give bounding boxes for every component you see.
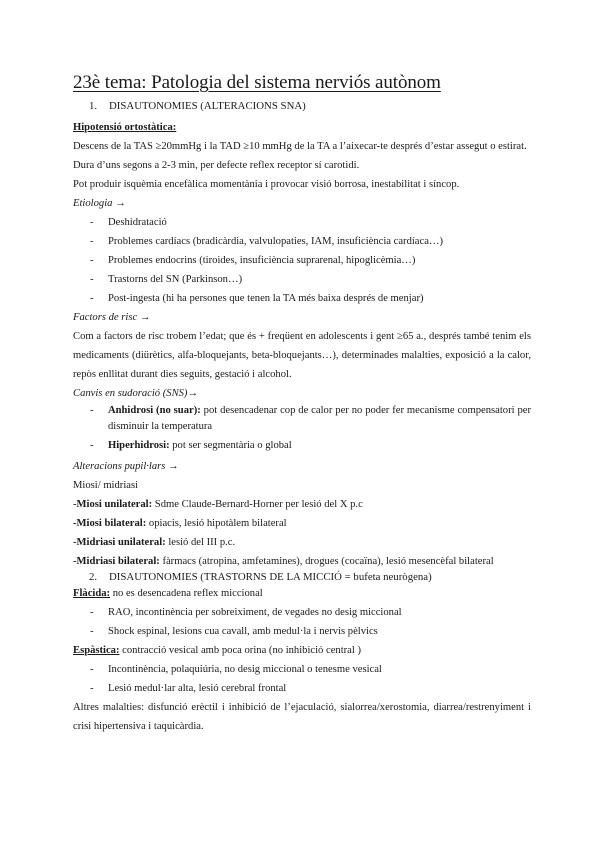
- pupil-row: -Miosi bilateral: opiacis, lesió hipotàlem bilateral: [73, 518, 287, 529]
- sudoracio-list: [73, 403, 531, 454]
- section-2-number: 2.: [89, 571, 98, 583]
- flacida-line: [73, 584, 531, 603]
- list-item: - Problemes cardíacs (bradicàrdia, valvulopaties, IAM, insuficiència cardíaca…): [73, 232, 531, 251]
- section-2-heading: [89, 571, 531, 583]
- page-title: 23è tema: Patologia del sistema nerviós autònom: [73, 72, 441, 93]
- section-1-title: DISAUTONOMIES (ALTERACIONS SNA): [109, 100, 306, 112]
- document-page: [73, 72, 531, 736]
- espastica-text: contracció vesical amb poca orina (no inhibició central ): [119, 645, 361, 656]
- hipotensio-definition: Descens de la TAS ≥20mmHg i la TAD ≥10 mmHg de la TA a l’aixecar-te després d’estar assegut o estirat. Dura d’uns segons a 2-3 min, per defecte reflex receptor sí carotidi.: [73, 141, 527, 171]
- list-item: [73, 438, 531, 454]
- factors-label: Factors de risc →: [73, 312, 151, 323]
- pupil-intro: Miosi/ midriasi: [73, 480, 139, 491]
- section-1-number: 1.: [89, 100, 98, 112]
- list-item: - Deshidratació: [73, 213, 531, 232]
- anhidrosi-text: pot desencadenar cop de calor per no poder fer mecanisme compensatori per disminuir la temperatura: [108, 405, 531, 432]
- section-2-title: DISAUTONOMIES (TRASTORNS DE LA MICCIÓ = bufeta neurògena): [109, 571, 432, 583]
- hipotensio-effects: Pot produir isquèmia encefàlica momentània i provocar visió borrosa, inestabilitat i síncop.: [73, 179, 460, 190]
- espastica-line: [73, 641, 531, 660]
- anhidrosi-term: Anhidrosi (no suar):: [108, 405, 201, 416]
- list-item: - Problemes endocrins (tiroides, insuficiència suprarenal, hipoglicèmia…): [73, 251, 531, 270]
- list-item: - RAO, incontinència per sobreiximent, de vegades no desig miccional: [73, 603, 531, 622]
- hipotensio-label: Hipotensió ortostàtica:: [73, 122, 177, 133]
- list-item: - Trastorns del SN (Parkinson…): [73, 270, 531, 289]
- etiologia-list: [73, 213, 531, 308]
- flacida-list: [73, 603, 531, 641]
- section-1-heading: [89, 100, 531, 112]
- pupil-row: -Midriasi unilateral: lesió del III p.c.: [73, 537, 236, 548]
- list-item: [73, 403, 531, 435]
- list-item: - Shock espinal, lesions cua cavall, amb medul·la i nervis pèlvics: [73, 622, 531, 641]
- flacida-text: no es desencadena reflex miccional: [110, 588, 263, 599]
- hiperhidrosi-text: pot ser segmentària o global: [169, 440, 292, 451]
- list-item: - Lesió medul·lar alta, lesió cerebral frontal: [73, 679, 531, 698]
- pupil-row: -Miosi unilateral: Sdme Claude-Bernard-Horner per lesió del X p.c: [73, 499, 363, 510]
- etiologia-label: Etiologia →: [73, 198, 126, 209]
- list-item: - Incontinència, polaquiúria, no desig miccional o tenesme vesical: [73, 660, 531, 679]
- altres-malalties: Altres malalties: disfunció erèctil i inhibició de l’ejaculació, sialorrea/xerostomia, diarrea/restrenyiment i crisi hipertensiva i taquicàrdia.: [73, 702, 531, 732]
- pupil-label: Alteracions pupil·lars →: [73, 461, 179, 472]
- hiperhidrosi-term: Hiperhidrosi:: [108, 440, 170, 451]
- factors-text: Com a factors de risc trobem l’edat; que és + freqüent en adolescents i gent ≥65 a., després també tenim els medicaments (diürètics, alfa-bloquejants, beta-bloquejants…), determinades malalties, exposició a la calor, repòs enllitat durant dies seguits, gestació i alcohol.: [73, 331, 531, 380]
- sudoracio-label: Canvis en sudoració (SNS)→: [73, 388, 199, 399]
- espastica-label: Espàstica:: [73, 645, 120, 656]
- pupil-row: -Midriasi bilateral: fàrmacs (atropina, amfetamines), drogues (cocaïna), lesió mesencèfal bilateral: [73, 556, 494, 567]
- espastica-list: [73, 660, 531, 698]
- flacida-label: Flàcida:: [73, 588, 111, 599]
- list-item: - Post-ingesta (hi ha persones que tenen la TA més baixa després de menjar): [73, 289, 531, 308]
